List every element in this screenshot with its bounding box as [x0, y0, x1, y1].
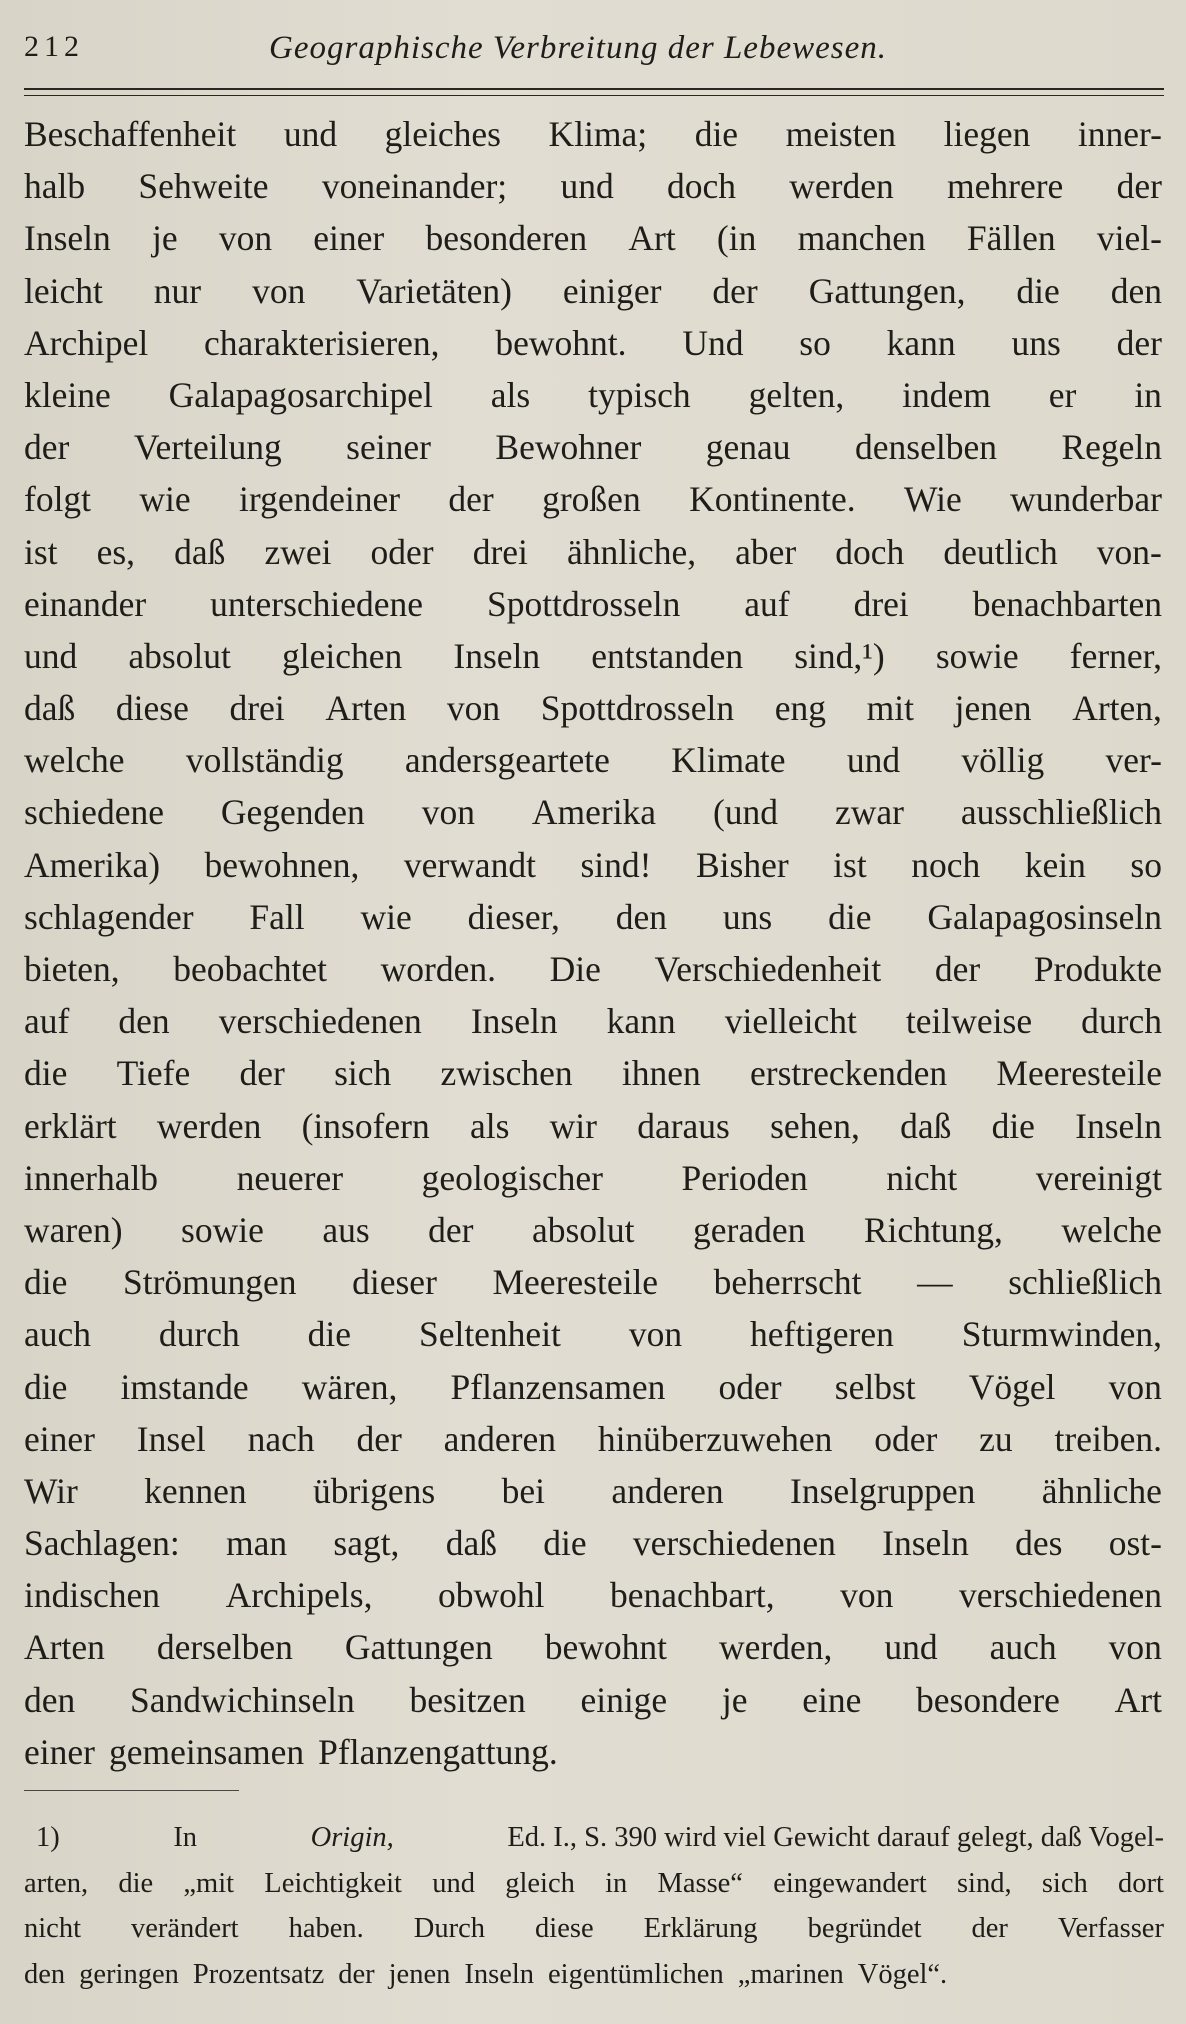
text-line: ist es, daß zwei oder drei ähnliche, aber doch deutlich von- [24, 531, 1162, 572]
text-line: leicht nur von Varietäten) einiger der Gattungen, die den [24, 270, 1162, 311]
text-line: die Tiefe der sich zwischen ihnen erstreckenden Meeresteile [24, 1053, 1162, 1094]
text-line: Sachlagen: man sagt, daß die verschiedenen Inseln des ost- [24, 1523, 1162, 1564]
text-line: einer gemeinsamen Pflanzengattung. [24, 1731, 558, 1772]
text-line: auf den verschiedenen Inseln kann vielleicht teilweise durch [24, 1001, 1162, 1042]
page-number: 212 [24, 30, 84, 63]
text-line: Beschaffenheit und gleiches Klima; die meisten liegen inner- [24, 114, 1162, 154]
footnote-rule [24, 1790, 239, 1791]
text-line: einander unterschiedene Spottdrosseln auf drei benachbarten [24, 583, 1162, 624]
text-line: Wir kennen übrigens bei anderen Inselgruppen ähnliche [24, 1470, 1162, 1511]
running-title: Geographische Verbreitung der Lebewesen. [269, 30, 887, 66]
text-line: schlagender Fall wie dieser, den uns die Galapagosinseln [24, 896, 1162, 937]
header-rule-thin [24, 95, 1164, 96]
text-line: indischen Archipels, obwohl benachbart, von verschiedenen [24, 1575, 1162, 1616]
text-line: erklärt werden (insofern als wir daraus sehen, daß die Inseln [24, 1105, 1162, 1146]
footnote-text: Ed. I., S. 390 wird viel Gewicht darauf gelegt, daß Vogel- [507, 1822, 1164, 1853]
footnote-line [24, 1815, 1164, 1861]
text-line: Archipel charakterisieren, bewohnt. Und so kann uns der [24, 322, 1162, 363]
text-line: einer Insel nach der anderen hinüberzuwehen oder zu treiben. [24, 1418, 1162, 1459]
text-line: Amerika) bewohnen, verwandt sind! Bisher ist noch kein so [24, 844, 1162, 885]
footnote-work-title: Origin, [310, 1822, 394, 1853]
footnote-line: den geringen Prozentsatz der jenen Inseln eigentümlichen „marinen Vögel“. [24, 1958, 948, 1990]
text-line: bieten, beobachtet worden. Die Verschiedenheit der Produkte [24, 949, 1162, 989]
footnote-line: nicht verändert haben. Durch diese Erklärung begründet der Verfasser [24, 1913, 1164, 1944]
text-line: und absolut gleichen Inseln entstanden sind,¹) sowie ferner, [24, 635, 1162, 676]
text-line: den Sandwichinseln besitzen einige je eine besondere Art [24, 1679, 1162, 1720]
text-line: die Strömungen dieser Meeresteile beherrscht — schließlich [24, 1262, 1162, 1303]
text-line: der Verteilung seiner Bewohner genau denselben Regeln [24, 427, 1162, 468]
footnote-marker: 1) [36, 1822, 60, 1853]
text-line: Arten derselben Gattungen bewohnt werden, und auch von [24, 1627, 1162, 1668]
text-line: welche vollständig andersgeartete Klimate und völlig ver- [24, 740, 1162, 781]
text-line: auch durch die Seltenheit von heftigeren Sturmwinden, [24, 1314, 1162, 1355]
text-line: folgt wie irgendeiner der großen Kontinente. Wie wunderbar [24, 479, 1162, 520]
text-line: halb Sehweite voneinander; und doch werden mehrere der [24, 166, 1162, 207]
text-line: waren) sowie aus der absolut geraden Richtung, welche [24, 1209, 1162, 1250]
text-line: kleine Galapagosarchipel als typisch gelten, indem er in [24, 374, 1162, 415]
text-line: daß diese drei Arten von Spottdrosseln eng mit jenen Arten, [24, 688, 1162, 729]
body-text [24, 108, 1162, 1778]
text-line: die imstande wären, Pflanzensamen oder selbst Vögel von [24, 1366, 1162, 1407]
text-line: schiedene Gegenden von Amerika (und zwar ausschließlich [24, 792, 1162, 833]
footnote [24, 1815, 1164, 1997]
footnote-prefix: In [173, 1822, 198, 1853]
text-line: Inseln je von einer besonderen Art (in manchen Fällen viel- [24, 218, 1162, 259]
footnote-line: arten, die „mit Leichtigkeit und gleich in Masse“ eingewandert sind, sich dort [24, 1867, 1164, 1899]
header-rule [24, 88, 1164, 90]
page-header [24, 30, 1154, 70]
text-line: innerhalb neuerer geologischer Perioden nicht vereinigt [24, 1157, 1162, 1198]
